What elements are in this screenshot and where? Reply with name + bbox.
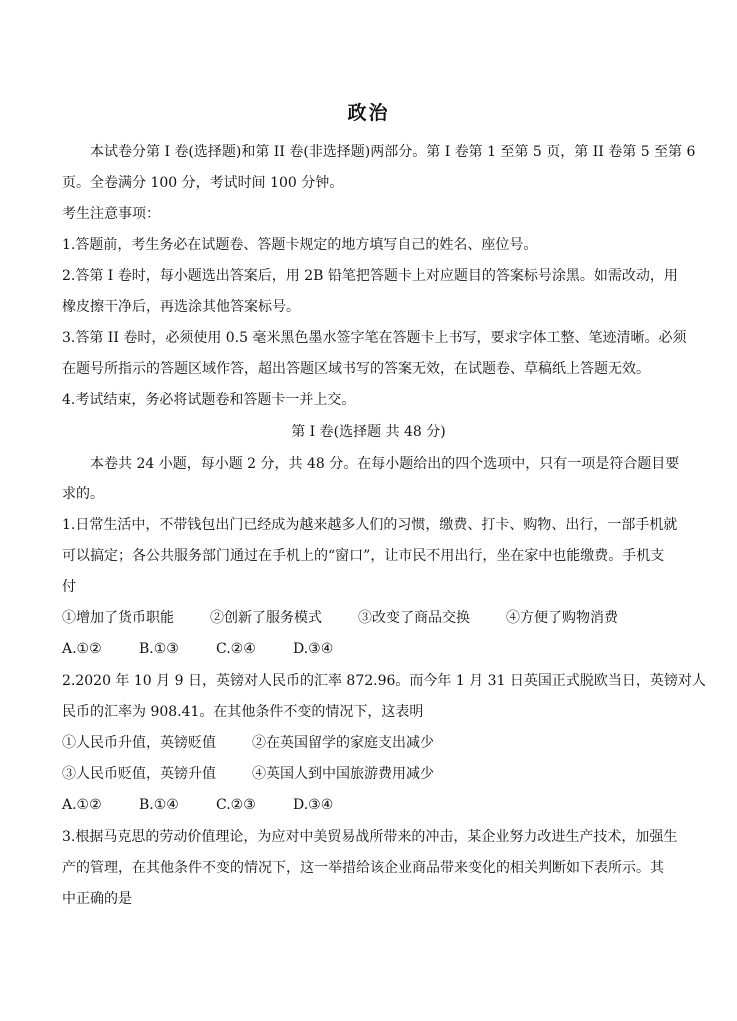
q2-choices [62,796,682,814]
intro-line: 本试卷分第 I 卷(选择题)和第 II 卷(非选择题)两部分。第 I 卷第 1 至第 5 页，第 II 卷第 5 至第 6 [90,144,696,160]
q3-stem-line: 中正确的是 [62,891,132,907]
q2-choice: C.②③ [216,797,256,813]
q2-statement: ②在英国留学的家庭支出减少 [252,735,434,751]
q1-stem-line: 可以搞定；各公共服务部门通过在手机上的“窗口”，让市民不用出行，坐在家中也能缴费。手机支 [62,548,665,564]
q3-stem-line: 3.根据马克思的劳动价值理论，为应对中美贸易战所带来的冲击，某企业努力改进生产技术，加强生 [62,829,678,845]
q1-statement: ③改变了商品交换 [358,610,470,626]
q1-choice: D.③④ [293,641,334,657]
section-intro-line: 求的。 [62,486,104,502]
q1-choice: A.①② [62,641,102,657]
q1-stem-line: 1.日常生活中，不带钱包出门已经成为越来越多人们的习惯，缴费、打卡、购物、出行，一部手机就 [62,517,678,533]
section-intro-line: 本卷共 24 小题，每小题 2 分，共 48 分。在每小题给出的四个选项中，只有一项是符合题目要 [90,456,680,472]
q1-statement: ④方便了购物消费 [506,610,618,626]
q2-statement: ①人民币升值，英镑贬值 [62,735,216,751]
notice-heading: 考生注意事项： [62,206,160,222]
notice-line: 4.考试结束，务必将试题卷和答题卡一并上交。 [62,392,356,408]
q3-stem-line: 产的管理，在其他条件不变的情况下，这一举措给该企业商品带来变化的相关判断如下表所示。其 [62,860,664,876]
q2-choice: B.①④ [139,797,179,813]
notice-line: 1.答题前，考生务必在试题卷、答题卡规定的地方填写自己的姓名、座位号。 [62,237,538,253]
notice-line: 橡皮擦干净后，再选涂其他答案标号。 [62,299,300,315]
q2-statement: ③人民币贬值，英镑升值 [62,766,216,782]
notice-line: 在题号所指示的答题区域作答，超出答题区域书写的答案无效，在试题卷、草稿纸上答题无效。 [62,361,650,377]
q2-statement: ④英国人到中国旅游费用减少 [252,766,434,782]
q1-statement: ①增加了货币职能 [62,610,174,626]
q1-choice: B.①③ [139,641,179,657]
page-title: 政治 [347,102,390,124]
q1-stem-line: 付 [62,579,76,595]
q1-choices [62,640,682,658]
q1-choice: C.②④ [216,641,256,657]
q2-statements [62,734,682,752]
notice-line: 2.答第 I 卷时，每小题选出答案后，用 2B 铅笔把答题卡上对应题目的答案标号涂黑。如需改动，用 [62,268,678,284]
q2-choice: D.③④ [293,797,334,813]
q1-statements [62,609,682,627]
notice-line: 3.答第 II 卷时，必须使用 0.5 毫米黑色墨水签字笔在答题卡上书写，要求字体工整、笔迹清晰。必须 [62,330,687,346]
section-heading: 第 I 卷(选择题 共 48 分) [291,424,446,440]
q2-stem-line: 民币的汇率为 908.41。在其他条件不变的情况下，这表明 [62,704,424,720]
q1-statement: ②创新了服务模式 [210,610,322,626]
q2-stem-line: 2.2020 年 10 月 9 日，英镑对人民币的汇率 872.96。而今年 1 月 31 日英国正式脱欧当日，英镑对人 [62,673,706,689]
intro-line: 页。全卷满分 100 分，考试时间 100 分钟。 [62,175,344,191]
q2-choice: A.①② [62,797,102,813]
q2-statements [62,765,682,783]
